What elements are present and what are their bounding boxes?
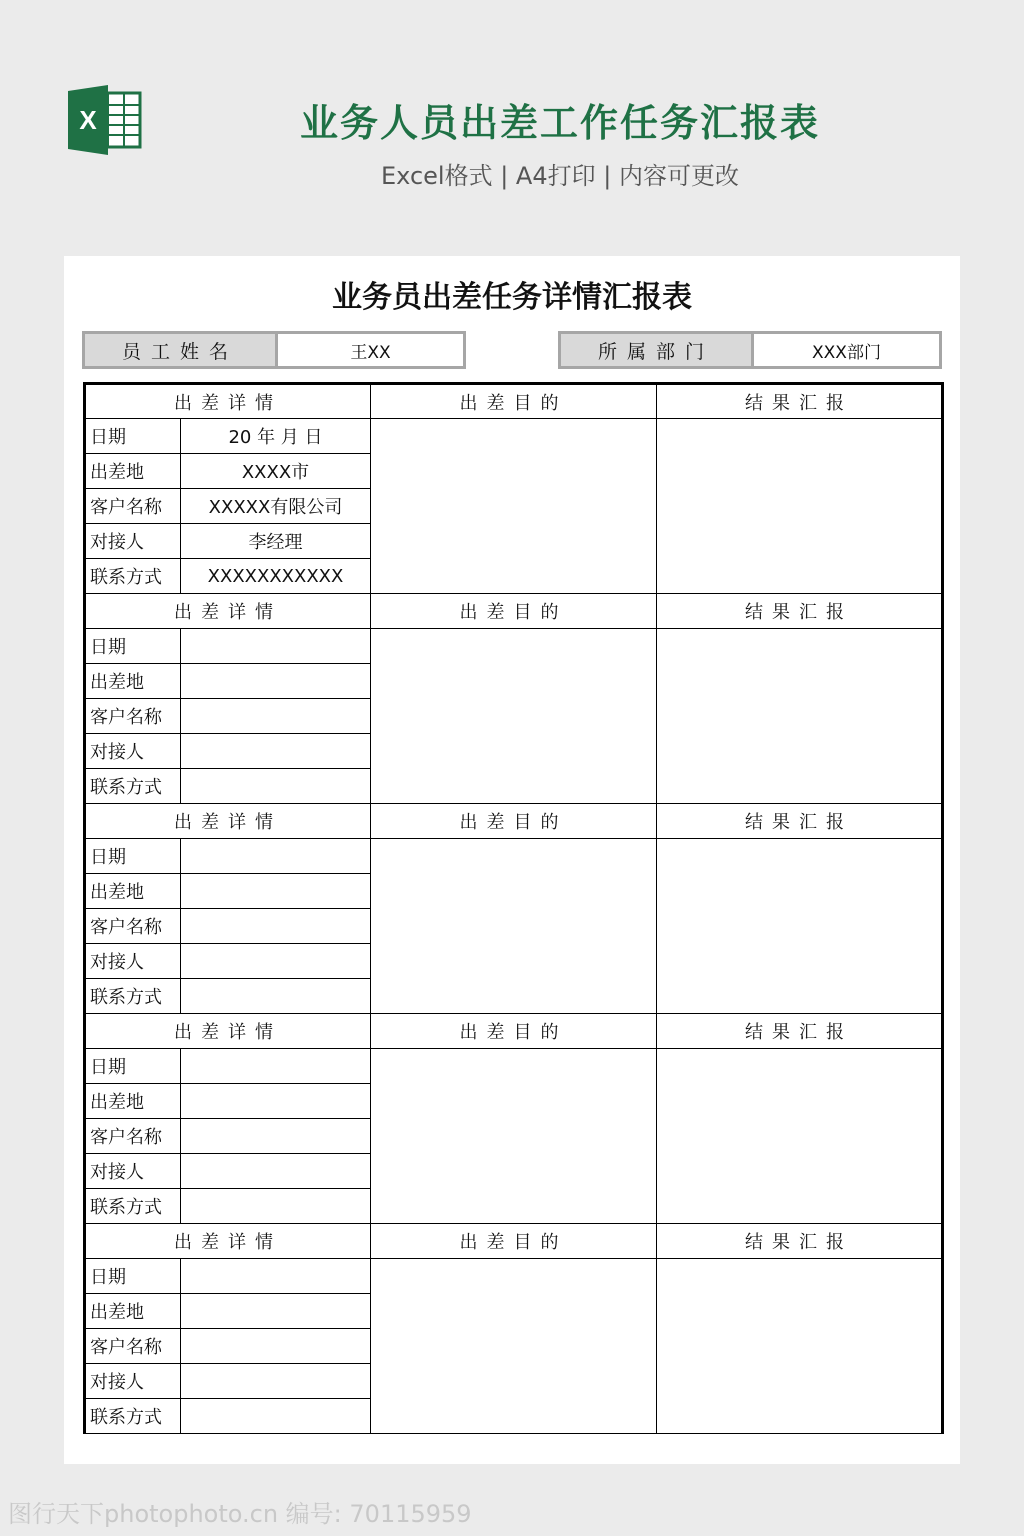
trip-purpose-header: 出差目的 [371, 1224, 657, 1259]
watermark: 图行天下photophoto.cn 编号: 70115959 [8, 1500, 472, 1528]
result-report-header: 结果汇报 [657, 594, 943, 629]
row-value-cell[interactable] [181, 1294, 371, 1329]
row-value-cell[interactable] [181, 734, 371, 769]
trip-purpose-cell[interactable] [371, 1049, 657, 1224]
row-label: 出差地 [85, 454, 181, 489]
result-report-cell[interactable] [657, 419, 943, 594]
row-value-cell[interactable] [181, 1364, 371, 1399]
table-row [85, 629, 943, 664]
row-label: 联系方式 [85, 1399, 181, 1434]
result-report-cell[interactable] [657, 839, 943, 1014]
row-label: 日期 [85, 1259, 181, 1294]
row-value-cell[interactable] [181, 874, 371, 909]
row-value-cell[interactable] [181, 1049, 371, 1084]
row-label: 联系方式 [85, 559, 181, 594]
result-report-header: 结果汇报 [657, 1224, 943, 1259]
row-value-cell[interactable] [181, 699, 371, 734]
row-value-cell[interactable] [181, 1084, 371, 1119]
trip-purpose-cell[interactable] [371, 1259, 657, 1434]
excel-icon [68, 85, 142, 155]
result-report-header: 结果汇报 [657, 384, 943, 419]
employee-name-value[interactable]: 王XX [350, 342, 391, 363]
table-row [85, 1049, 943, 1084]
trip-purpose-header: 出差目的 [371, 384, 657, 419]
row-value-cell[interactable] [181, 979, 371, 1014]
row-value-cell[interactable]: XXXXX有限公司 [181, 489, 371, 524]
row-value-cell[interactable] [181, 1189, 371, 1224]
employee-name-box [82, 331, 466, 369]
trip-purpose-cell[interactable] [371, 629, 657, 804]
row-value-cell[interactable] [181, 1399, 371, 1434]
row-value-cell[interactable] [181, 629, 371, 664]
block-header-row [85, 1014, 943, 1049]
row-label: 日期 [85, 419, 181, 454]
row-label: 对接人 [85, 524, 181, 559]
row-label: 出差地 [85, 664, 181, 699]
row-value-cell[interactable] [181, 1119, 371, 1154]
trip-purpose-cell[interactable] [371, 839, 657, 1014]
department-box [558, 331, 942, 369]
excel-logo-letter: X [79, 105, 97, 135]
trip-details-header: 出差详情 [85, 1014, 371, 1049]
department-value[interactable]: XXX部门 [812, 342, 881, 363]
row-label: 日期 [85, 839, 181, 874]
row-label: 客户名称 [85, 699, 181, 734]
trip-purpose-header: 出差目的 [371, 804, 657, 839]
row-value-cell[interactable] [181, 839, 371, 874]
result-report-header: 结果汇报 [657, 1014, 943, 1049]
row-label: 客户名称 [85, 1329, 181, 1364]
trip-details-header: 出差详情 [85, 804, 371, 839]
trip-grid [83, 382, 944, 1434]
row-label: 客户名称 [85, 1119, 181, 1154]
result-report-cell[interactable] [657, 629, 943, 804]
block-header-row [85, 594, 943, 629]
row-label: 日期 [85, 629, 181, 664]
table-row [85, 1259, 943, 1294]
result-report-cell[interactable] [657, 1049, 943, 1224]
row-label: 对接人 [85, 944, 181, 979]
row-label: 出差地 [85, 874, 181, 909]
row-value-cell[interactable]: XXXXXXXXXXX [181, 559, 371, 594]
promo-subtitle: Excel格式 | A4打印 | 内容可更改 [381, 162, 739, 190]
row-label: 出差地 [85, 1294, 181, 1329]
table-row [85, 839, 943, 874]
row-value-cell[interactable] [181, 769, 371, 804]
table-row [85, 419, 943, 454]
trip-purpose-header: 出差目的 [371, 1014, 657, 1049]
row-value-cell[interactable]: XXXX市 [181, 454, 371, 489]
trip-details-header: 出差详情 [85, 594, 371, 629]
promo-title: 业务人员出差工作任务汇报表 [299, 101, 820, 145]
trip-purpose-cell[interactable] [371, 419, 657, 594]
row-label: 联系方式 [85, 979, 181, 1014]
block-header-row [85, 804, 943, 839]
row-label: 客户名称 [85, 489, 181, 524]
row-label: 联系方式 [85, 1189, 181, 1224]
row-value-cell[interactable] [181, 664, 371, 699]
trip-details-header: 出差详情 [85, 384, 371, 419]
row-value-cell[interactable] [181, 909, 371, 944]
row-label: 出差地 [85, 1084, 181, 1119]
row-label: 对接人 [85, 1364, 181, 1399]
sheet-title: 业务员出差任务详情汇报表 [332, 280, 692, 315]
row-label: 日期 [85, 1049, 181, 1084]
block-header-row [85, 1224, 943, 1259]
row-label: 联系方式 [85, 769, 181, 804]
row-value-cell[interactable] [181, 1329, 371, 1364]
department-label: 所属部门 [561, 334, 754, 366]
trip-purpose-header: 出差目的 [371, 594, 657, 629]
result-report-cell[interactable] [657, 1259, 943, 1434]
row-label: 对接人 [85, 1154, 181, 1189]
row-value-cell[interactable] [181, 1259, 371, 1294]
row-label: 客户名称 [85, 909, 181, 944]
employee-name-label: 员工姓名 [85, 334, 278, 366]
trip-details-header: 出差详情 [85, 1224, 371, 1259]
row-label: 对接人 [85, 734, 181, 769]
report-sheet [64, 256, 960, 1464]
block-header-row [85, 384, 943, 419]
result-report-header: 结果汇报 [657, 804, 943, 839]
row-value-cell[interactable]: 李经理 [181, 524, 371, 559]
row-value-cell[interactable] [181, 1154, 371, 1189]
row-value-cell[interactable]: 20 年 月 日 [181, 419, 371, 454]
row-value-cell[interactable] [181, 944, 371, 979]
